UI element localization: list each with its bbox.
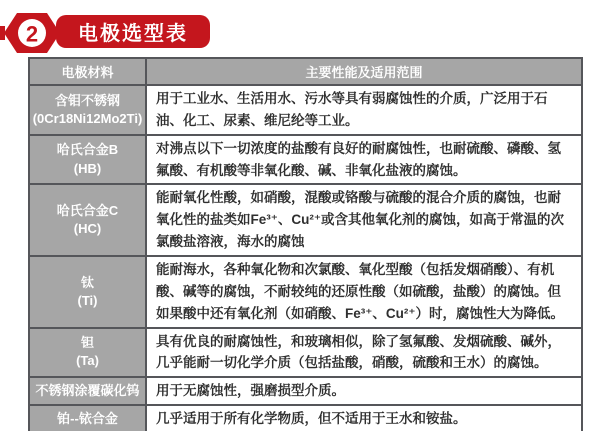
- step-number-badge: [4, 12, 60, 54]
- material-name: 钛: [80, 274, 94, 290]
- table-row: [29, 405, 582, 431]
- material-cell: [29, 256, 146, 328]
- description-cell: 用于无腐蚀性，强磨损型介质。: [146, 377, 582, 405]
- material-name: 哈氏合金B: [56, 142, 119, 158]
- column-header-performance: 主要性能及适用范围: [146, 58, 582, 85]
- material-code: (Ta): [76, 353, 99, 369]
- description-cell: 具有优良的耐腐蚀性，和玻璃相似，除了氢氟酸、发烟硫酸、碱外，几乎能耐一切化学介质（包括盐酸，硝酸，硫酸和王水）的腐蚀。: [146, 328, 582, 378]
- section-title-banner: [56, 15, 210, 48]
- table-row: [29, 135, 582, 185]
- material-code: (Ti): [77, 292, 98, 308]
- table-header-row: [29, 58, 582, 85]
- material-cell: [29, 184, 146, 256]
- column-header-material: 电极材料: [29, 58, 146, 85]
- table-row: [29, 184, 582, 256]
- material-cell: [29, 135, 146, 185]
- material-name: 钽: [80, 335, 94, 351]
- description-cell: 用于工业水、生活用水、污水等具有弱腐蚀性的介质，广泛用于石油、化工、尿素、维尼纶等工业。: [146, 85, 582, 135]
- electrode-selection-table: [28, 57, 583, 431]
- description-cell: 能耐氧化性酸，如硝酸，混酸或铬酸与硫酸的混合介质的腐蚀，也耐氧化性的盐类如Fe³⁺、Cu²⁺或含其他氧化剂的腐蚀，如高于常温的次氯酸盐溶液，海水的腐蚀: [146, 184, 582, 256]
- material-name: 铂--铱合金: [57, 411, 118, 426]
- material-cell: [29, 328, 146, 378]
- material-cell: [29, 85, 146, 135]
- badge-number: 2: [25, 21, 39, 47]
- material-code: (HC): [73, 221, 102, 237]
- section-title: 电极选型表: [78, 23, 188, 45]
- material-code: (0Cr18Ni12Mo2Ti): [32, 110, 143, 126]
- table-row: [29, 256, 582, 328]
- material-cell: [29, 377, 146, 405]
- material-cell: [29, 405, 146, 431]
- material-code: (HB): [73, 160, 102, 176]
- description-cell: 能耐海水，各种氧化物和次氯酸、氧化型酸（包括发烟硝酸）、有机酸、碱等的腐蚀，不耐较纯的还原性酸（如硫酸，盐酸）的腐蚀。但如果酸中还有氧化剂（如硝酸、Fe³⁺、Cu²⁺）时，腐蚀性大为降低。: [146, 256, 582, 328]
- table-row: [29, 377, 582, 405]
- hexagon-badge-icon: [4, 12, 60, 54]
- description-cell: 几乎适用于所有化学物质，但不适用于王水和铵盐。: [146, 405, 582, 431]
- material-name: 不锈钢涂覆碳化钨: [35, 383, 140, 399]
- material-name: 含钼不锈钢: [54, 92, 120, 108]
- description-cell: 对沸点以下一切浓度的盐酸有良好的耐腐蚀性，也耐硫酸、磷酸、氢氟酸、有机酸等非氧化酸、碱、非氧化盐液的腐蚀。: [146, 135, 582, 185]
- table-row: [29, 85, 582, 135]
- table-row: [29, 328, 582, 378]
- material-name: 哈氏合金C: [56, 203, 119, 219]
